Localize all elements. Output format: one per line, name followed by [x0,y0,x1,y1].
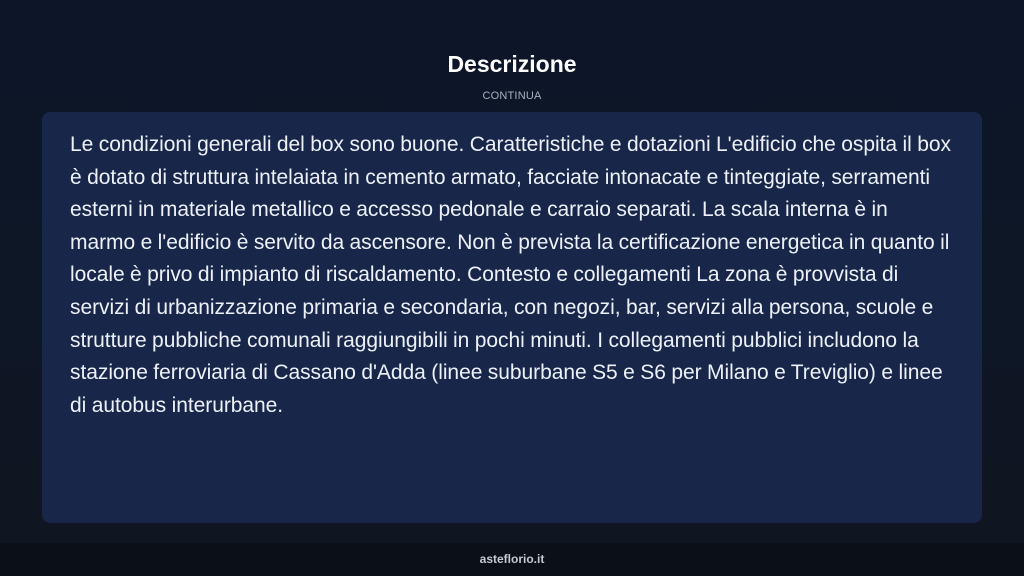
site-name: asteflorio.it [479,552,545,566]
footer [0,543,1024,576]
page-title: Descrizione [447,51,577,77]
description-text: Le condizioni generali del box sono buone. Caratteristiche e dotazioni L'edificio che ospita il box è dotato di struttura intelaiata in cemento armato, facciate intonacate e tinteggiate, serramenti esterni in materiale metallico e accesso pedonale e carraio separati. La scala interna è in marmo e l'edificio è servito da ascensore. Non è prevista la certificazione energetica in quanto il locale è privo di impianto di riscaldamento. Contesto e collegamenti La zona è provvista di servizi di urbanizzazione primaria e secondaria, con negozi, bar, servizi alla persona, scuole e strutture pubbliche comunali raggiungibili in pochi minuti. I collegamenti pubblici includono la stazione ferroviaria di Cassano d'Adda (linee suburbane S5 e S6 per Milano e Treviglio) e linee di autobus interurbane. [70,133,951,417]
description-card [42,112,982,523]
page-subtitle: CONTINUA [482,90,542,102]
